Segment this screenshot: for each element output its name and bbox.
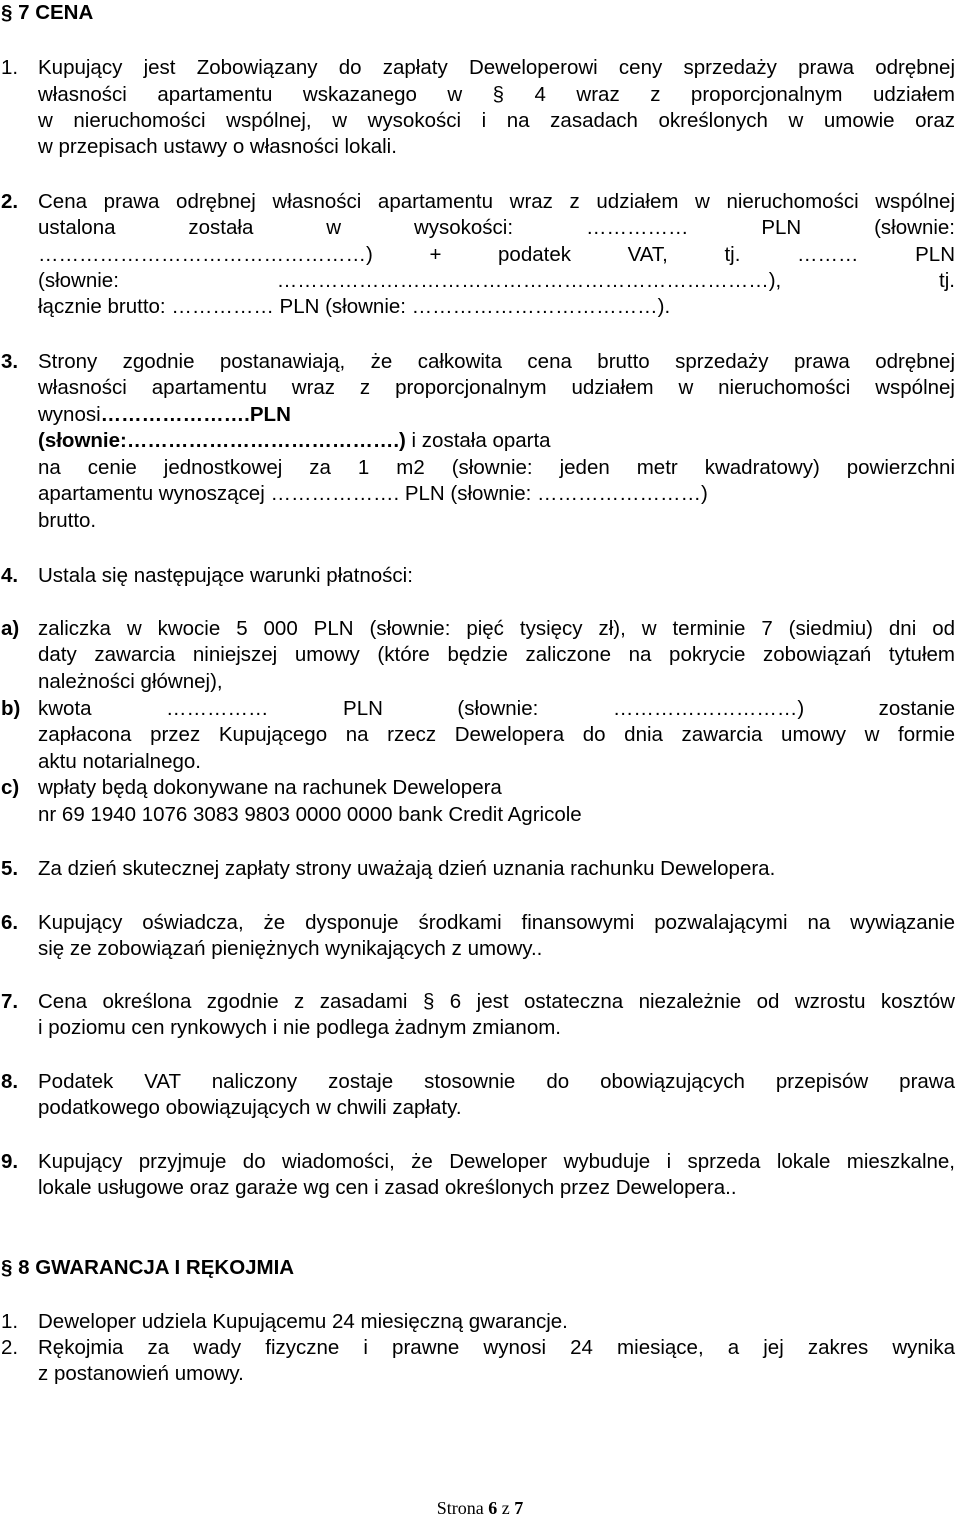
section-8-paragraph-2-line-2: z postanowień umowy. <box>38 1362 244 1385</box>
footer-separator: z <box>501 1498 510 1518</box>
section-8-heading: § 8 GWARANCJA I RĘKOJMIA <box>1 1256 295 1279</box>
paragraph-4-text: Ustala się następujące warunki płatności: <box>38 564 413 587</box>
paragraph-3-line-5: na cenie jednostkowej za 1 m2 (słownie: jeden metr kwadratowy) powierzchni <box>38 456 955 479</box>
paragraph-5-number: 5. <box>1 857 19 880</box>
paragraph-9-line-2: lokale usługowe oraz garaże wg cen i zasad określonych przez Dewelopera.. <box>38 1176 737 1199</box>
paragraph-1-line-3: w nieruchomości wspólnej, w wysokości i na zasadach określonych w umowie oraz <box>38 109 955 132</box>
paragraph-7-line-1: Cena określona zgodnie z zasadami § 6 jest ostateczna niezależnie od wzrostu kosztów <box>38 990 955 1013</box>
paragraph-2-line-2: ustalona została w wysokości: …………… PLN (słownie: <box>38 216 955 239</box>
paragraph-3-amount-blank: ………………….PLN <box>100 403 291 426</box>
paragraph-1-line-1: Kupujący jest Zobowiązany do zapłaty Deweloperowi ceny sprzedaży prawa odrębnej <box>38 56 955 79</box>
section-8-paragraph-1-text: Deweloper udziela Kupującemu 24 miesięczną gwarancje. <box>38 1310 568 1333</box>
section-8-paragraph-1-number: 1. <box>1 1310 19 1333</box>
paragraph-1-number: 1. <box>1 56 19 79</box>
paragraph-7-line-2: i poziomu cen rynkowych i nie podlega żadnym zmianom. <box>38 1016 562 1039</box>
item-b-line-2: zapłacona przez Kupującego na rzecz Dewelopera do dnia zawarcia umowy w formie <box>38 723 955 746</box>
paragraph-6-number: 6. <box>1 911 19 934</box>
page-footer <box>0 1498 960 1519</box>
paragraph-8-line-2: podatkowego obowiązujących w chwili zapłaty. <box>38 1096 462 1119</box>
paragraph-2-line-4: (słownie: ………………………………………………………………), tj. <box>38 269 955 292</box>
paragraph-3-line-7: brutto. <box>38 509 97 532</box>
footer-page-number: 6 <box>488 1498 498 1518</box>
item-b-line-3: aktu notarialnego. <box>38 750 201 773</box>
paragraph-3-line-4 <box>38 428 551 454</box>
item-c-letter: c) <box>1 776 20 799</box>
footer-page-total: 7 <box>514 1498 524 1518</box>
item-a-letter: a) <box>1 617 20 640</box>
paragraph-6-line-1: Kupujący oświadcza, że dysponuje środkami finansowymi pozwalającymi na wywiązanie <box>38 911 955 934</box>
paragraph-3-line-3 <box>38 402 291 428</box>
section-8-paragraph-2-line-1: Rękojmia za wady fizyczne i prawne wynosi 24 miesiące, a jej zakres wynika <box>38 1336 955 1359</box>
paragraph-2-line-1: Cena prawa odrębnej własności apartamentu wraz z udziałem w nieruchomości wspólnej <box>38 190 955 213</box>
paragraph-3-amount-label: wynosi <box>38 403 101 426</box>
item-b-letter: b) <box>1 697 21 720</box>
paragraph-5-text: Za dzień skutecznej zapłaty strony uważają dzień uznania rachunku Dewelopera. <box>38 857 776 880</box>
paragraph-8-line-1: Podatek VAT naliczony zostaje stosownie do obowiązujących przepisów prawa <box>38 1070 955 1093</box>
paragraph-2-line-5: łącznie brutto: …………… PLN (słownie: ………………………………). <box>38 295 671 318</box>
paragraph-3-words-blank: (słownie:………………………………….) <box>38 429 406 452</box>
paragraph-2-number: 2. <box>1 190 19 213</box>
section-7-heading: § 7 CENA <box>1 1 94 24</box>
paragraph-3-number: 3. <box>1 350 19 373</box>
paragraph-1-line-2: własności apartamentu wskazanego w § 4 wraz z proporcjonalnym udziałem <box>38 83 955 106</box>
paragraph-9-line-1: Kupujący przyjmuje do wiadomości, że Deweloper wybuduje i sprzeda lokale mieszkalne, <box>38 1150 955 1173</box>
paragraph-6-line-2: się ze zobowiązań pieniężnych wynikających z umowy.. <box>38 937 543 960</box>
paragraph-9-number: 9. <box>1 1150 19 1173</box>
item-a-line-3: należności głównej), <box>38 670 223 693</box>
paragraph-2-line-3: …………………………………………) + podatek VAT, tj. ……… PLN <box>38 243 955 266</box>
paragraph-3-line-6: apartamentu wynoszącej ………………. PLN (słownie: ……………………) <box>38 482 708 505</box>
paragraph-3-line-4-tail: i została oparta <box>405 429 551 452</box>
paragraph-1-line-4: w przepisach ustawy o własności lokali. <box>38 135 397 158</box>
item-c-line-1: wpłaty będą dokonywane na rachunek Dewelopera <box>38 776 502 799</box>
item-a-line-2: daty zawarcia niniejszej umowy (które będzie zaliczone na pokrycie zobowiązań tytułem <box>38 643 955 666</box>
paragraph-8-number: 8. <box>1 1070 19 1093</box>
paragraph-3-line-1: Strony zgodnie postanawiają, że całkowita cena brutto sprzedaży prawa odrębnej <box>38 350 955 373</box>
item-b-line-1: kwota …………… PLN (słownie: ………………………) zostanie <box>38 697 955 720</box>
item-a-line-1: zaliczka w kwocie 5 000 PLN (słownie: pięć tysięcy zł), w terminie 7 (siedmiu) dni od <box>38 617 955 640</box>
item-c-line-2: nr 69 1940 1076 3083 9803 0000 0000 bank Credit Agricole <box>38 803 582 826</box>
footer-label: Strona <box>436 1498 484 1518</box>
paragraph-3-line-2: własności apartamentu wraz z proporcjonalnym udziałem w nieruchomości wspólnej <box>38 376 955 399</box>
paragraph-7-number: 7. <box>1 990 19 1013</box>
section-8-paragraph-2-number: 2. <box>1 1336 19 1359</box>
paragraph-4-number: 4. <box>1 564 19 587</box>
